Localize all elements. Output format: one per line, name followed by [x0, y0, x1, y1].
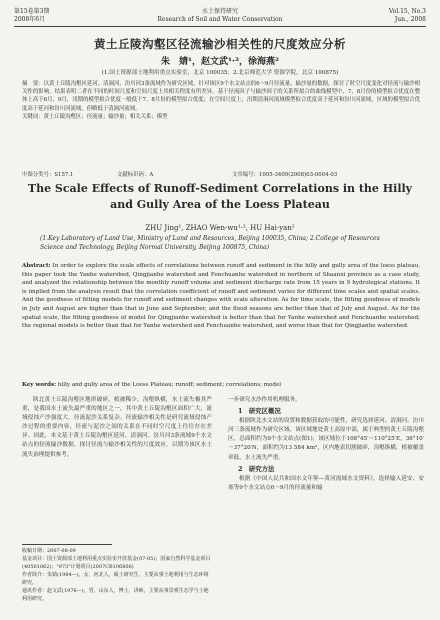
abstract-chinese: [22, 80, 420, 121]
journal-name-en: Research of Soil and Water Conservation: [157, 16, 283, 23]
journal-name-cn: 水土保持研究: [201, 8, 238, 15]
section-1-text: 根据陕北水文站的设置和数据获取的可能性，研究选择延河、清涧河、汾川河三条流域作为研究区域。该区域地处黄土高原中部，属于典型的黄土丘陵沟壑区，总面积约为9个水文站点(图1)，该区域位于108°45′～110°25′E，36°10′～37°20′N，面积约为13 584 km²，区内地表切割破碎，沟壑纵横，植被覆盖率低，水土流失严重。: [228, 418, 424, 461]
classification-number: 中图分类号：S157.1: [22, 172, 74, 178]
abstract-english-text: In order to explore the scale effects of correlations between runoff and sediment in the hilly and gully area of the loess plateau, this paper took the Yanhe watershed, Qingjianhe watershed and Fenchuanhe watershed in northern of Shaanxi province as a case study, and analyzed the relationship between the monthly runoff volume and sediment discharge rate from 15 years in 9 hydrological stations. It is implied from the analysis result that the correlation coefficient of runoff and sediment varies for different time scales and spatial scales. And the goodness of fitting models for runoff and sediment changes with scale alteration. As for time scale, the fitting goodness of models in July and August are higher than that in June and September, and the flood seasons are better than that of July and August. As for the spatial scale, the fitting goodness of model for Qingjianhe watershed is better than that for Yanhe watershed and Fenchuanhe watershed; the regional models is better than that for Yanhe watershed and Fenchuanhe watershed, and worse than that for Qingjianhe watershed.: [22, 263, 420, 330]
abstract-english: [22, 262, 420, 331]
authors-chinese: 朱 婧¹，赵文武¹·²，徐海燕²: [161, 57, 279, 67]
volume-en: Vol.15, No.3: [388, 8, 426, 15]
affiliation-english: (1.Key Laboratory of Land Use, Ministry of Land and Resources, Beijing 100035, China; 2.College of Resources Science and Technology, Beijing Normal University, Beijing 100875, China): [40, 235, 380, 251]
keywords-chinese: 关键词：黄土丘陵沟壑区；径流量；输沙量；相关关系；模型: [22, 113, 168, 120]
title-english-line1: The Scale Effects of Runoff-Sediment Correlations in the Hilly: [27, 182, 413, 195]
keywords-english: [22, 382, 420, 388]
footnote: 收稿日期：2007-08-09 基金项目：国土资源部土地利用重点实验室开放基金(07-05)；国家自然科学基金项目(40501062)；"973"计划项目(2007CB106806) 作者简介：朱婧(1984—)，女，河北人，硕士研究生，主要从事土地利用与生态环境研究。 通讯作者：赵文武(1976—)，男，山东人，博士，讲师，主要从事景观生态学与土地利用研究。: [22, 548, 211, 602]
section-2-text: 根据《中国人民共和国水文年鉴—黄河流域水文资料》，选择输入延安、安塞等9个水文站点6～9月的径流量和输: [228, 475, 424, 491]
document-code: 文献标识码：A: [117, 172, 154, 178]
intro-continuation: 一步研究水沙作用机理服务。: [228, 397, 301, 403]
abstract-chinese-text: 摘 要：以黄土丘陵沟壑区延河、清涧河、汾川河3条流域作为研究区域，针对该区9个水文站点的6～9月径流量、输沙量的数据，探讨了时空尺度变化对径流与输沙相关性的影响。结果表明二者在不同的时间尺度和空间尺度上其相关程度有所差异。基于径流因子与输沙因子的关系所拟合的曲线模型中，7、8月份的模型拟合优度在整体上高于6月、9月，汛期的模型拟合优度一般低于7、8月份的模型拟合优度；在空间尺度上，汛期清涧河流域模型拟合优度高于延河和汾川河流域，区域的模型拟合优度高于延河和汾川河流域，但略低于清涧河流域。: [22, 81, 420, 112]
header-divider: [14, 26, 426, 27]
issue-date-cn: 2008年6月: [14, 16, 46, 23]
keywords-label: Key words:: [22, 382, 57, 388]
header-right: [389, 8, 426, 24]
section-2-heading: 2 研究方法: [238, 464, 275, 473]
issue-volume: 第15卷第3期: [14, 8, 50, 15]
issue-date-en: Jun., 2008: [394, 16, 426, 23]
title-english-line2: and Gully Area of the Loess Plateau: [110, 198, 330, 211]
header-center: [14, 8, 426, 24]
body-column-left: [22, 396, 212, 460]
affiliation-chinese: (1.国土资源部土地利用重点实验室，北京 100035；2.北京师范大学 资源学院，北京 100875): [101, 70, 339, 76]
body-column-right: [228, 396, 424, 493]
intro-paragraph: 陕北黄土丘陵沟壑区地形破碎，植被稀少，沟壑纵横，水土流失极其严重，是我国水土流失最严重的地区之一，其中黄土丘陵沟壑区面积广大，流域侵蚀产沙强度大，径流泥沙关系复杂。径流输沙相关性是研究流域侵蚀产沙过程的重要内容，径流与泥沙之间的关系在不同时空尺度上往往存在差异。因此，本文基于黄土丘陵沟壑区延河、清涧河、汾川河3条流域9个水文站点的径流输沙数据，探讨径流与输沙相关性的尺度效应，以期为该区水土流失治理提供参考。: [22, 397, 212, 458]
title-chinese: 黄土丘陵沟壑区径流输沙相关性的尺度效应分析: [94, 37, 346, 51]
footnote-divider: [22, 544, 112, 545]
article-number: 文章编号：1005-3409(2008)03-0004-03: [232, 172, 338, 178]
abstract-label: Abstract:: [22, 263, 51, 269]
authors-english: ZHU Jing¹, ZHAO Wen-wu¹·², HU Hai-yan²: [145, 224, 295, 232]
keywords-english-text: hilly and gully area of the Loess Plateau; runoff; sediment; correlations; model: [57, 382, 282, 388]
section-1-heading: 1 研究区概况: [238, 407, 281, 416]
title-english: [14, 181, 426, 213]
